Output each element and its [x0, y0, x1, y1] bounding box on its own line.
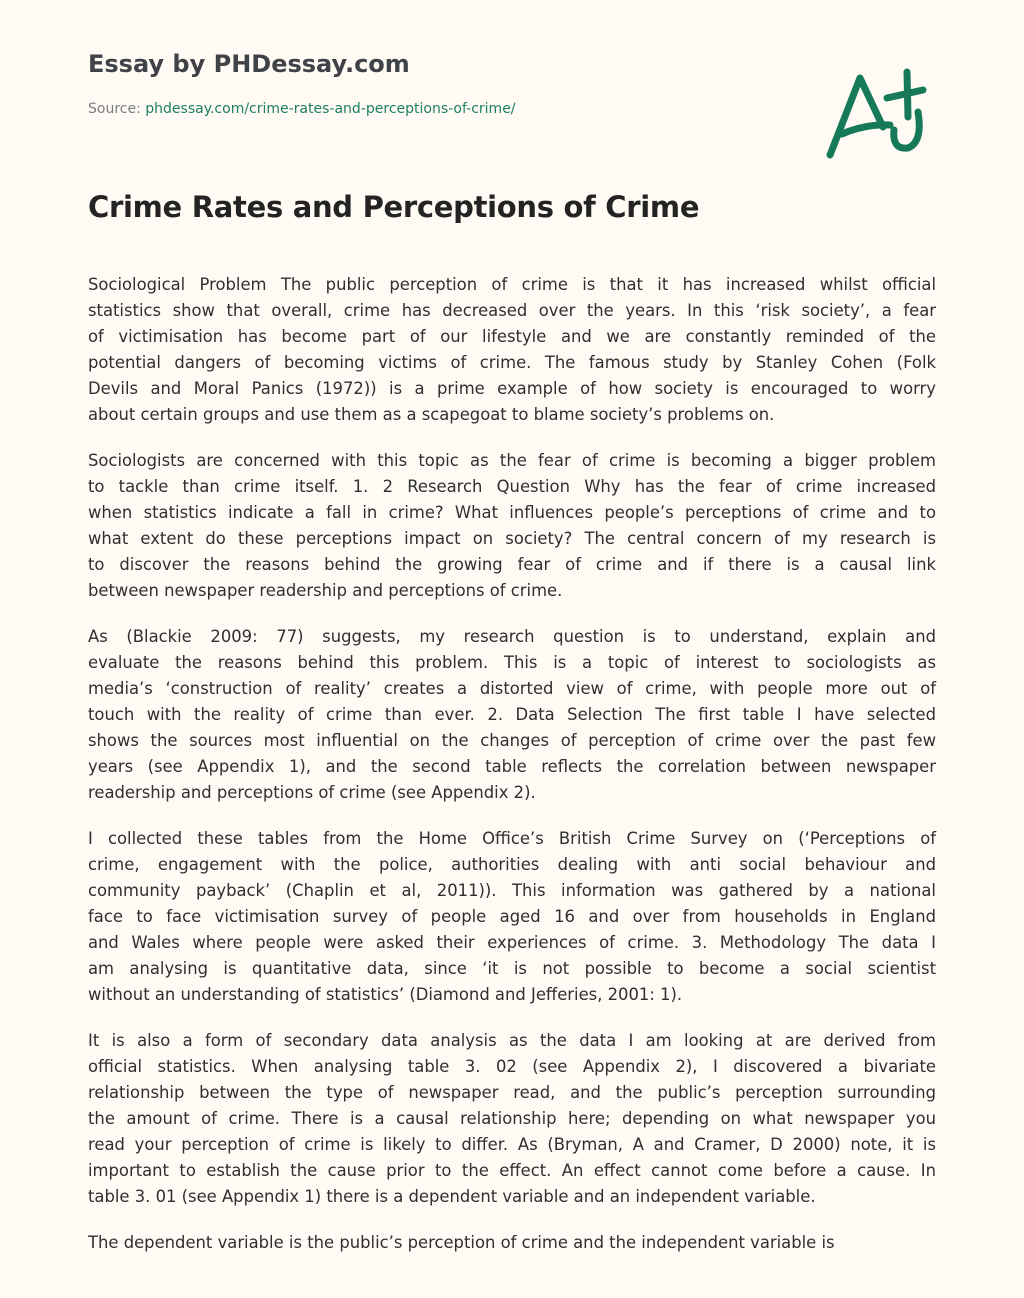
paragraph-line: of victimisation has become part of our lifestyle and we are constantly reminded of the — [88, 327, 936, 346]
paragraph-line: evaluate the reasons behind this problem. This is a topic of interest to sociologists as — [88, 653, 936, 672]
paragraph-line: between newspaper readership and perceptions of crime. — [88, 581, 563, 600]
paragraph-line: to discover the reasons behind the growing fear of crime and if there is a causal link — [88, 555, 936, 574]
paragraph-line: official statistics. When analysing table 3. 02 (see Appendix 2), I discovered a bivariate — [88, 1057, 936, 1076]
essay-paragraph — [88, 826, 936, 1008]
paragraph-line: what extent do these perceptions impact on society? The central concern of my research is — [88, 529, 936, 548]
paragraph-line: and Wales where people were asked their experiences of crime. 3. Methodology The data I — [88, 933, 936, 952]
paragraph-line: media’s ‘construction of reality’ creates a distorted view of crime, with people more out of — [88, 679, 936, 698]
paragraph-line: without an understanding of statistics’ (Diamond and Jefferies, 2001: 1). — [88, 985, 683, 1004]
paragraph-line: table 3. 01 (see Appendix 1) there is a dependent variable and an independent variable. — [88, 1187, 816, 1206]
paragraph-line: Devils and Moral Panics (1972)) is a prime example of how society is encouraged to worry — [88, 379, 936, 398]
essay-paragraph — [88, 1028, 936, 1210]
paragraph-line: important to establish the cause prior to the effect. An effect cannot come before a cause. In — [88, 1161, 936, 1180]
source-line — [88, 101, 516, 117]
paragraph-line: the amount of crime. There is a causal relationship here; depending on what newspaper you — [88, 1109, 936, 1128]
paragraph-line: read your perception of crime is likely to differ. As (Bryman, A and Cramer, D 2000) note, it is — [88, 1135, 936, 1154]
paragraph-line: about certain groups and use them as a scapegoat to blame society’s problems on. — [88, 405, 775, 424]
paragraph-line: shows the sources most influential on the changes of perception of crime over the past few — [88, 731, 936, 750]
paragraph-line: Sociologists are concerned with this topic as the fear of crime is becoming a bigger problem — [88, 451, 936, 470]
paragraph-line: I collected these tables from the Home Office’s British Crime Survey on (‘Perceptions of — [88, 829, 936, 848]
essay-paragraph — [88, 1230, 936, 1256]
paragraph-line: Sociological Problem The public perception of crime is that it has increased whilst official — [88, 275, 936, 294]
essay-paragraph — [88, 272, 936, 428]
paragraph-line: touch with the reality of crime than ever. 2. Data Selection The first table I have selected — [88, 705, 936, 724]
paragraph-line: years (see Appendix 1), and the second table reflects the correlation between newspaper — [88, 757, 936, 776]
paragraph-line: face to face victimisation survey of people aged 16 and over from households in England — [88, 907, 936, 926]
paragraph-line: readership and perceptions of crime (see Appendix 2). — [88, 783, 536, 802]
source-link[interactable]: phdessay.com/crime-rates-and-perceptions-of-crime/ — [145, 101, 516, 117]
a-plus-logo-icon — [820, 60, 940, 170]
paragraph-line: statistics show that overall, crime has decreased over the years. In this ‘risk society’, a fear — [88, 301, 936, 320]
paragraph-line: when statistics indicate a fall in crime? What influences people’s perceptions of crime and to — [88, 503, 936, 522]
paragraph-line: am analysing is quantitative data, since ‘it is not possible to become a social scientist — [88, 959, 936, 978]
page-title: Crime Rates and Perceptions of Crime — [88, 190, 700, 224]
site-brand: Essay by PHDessay.com — [88, 50, 410, 78]
essay-paragraph — [88, 448, 936, 604]
paragraph-line: crime, engagement with the police, authorities dealing with anti social behaviour and — [88, 855, 936, 874]
paragraph-line: As (Blackie 2009: 77) suggests, my research question is to understand, explain and — [88, 627, 936, 646]
essay-paragraph — [88, 624, 936, 806]
paragraph-line: to tackle than crime itself. 1. 2 Research Question Why has the fear of crime increased — [88, 477, 936, 496]
paragraph-line: community payback’ (Chaplin et al, 2011)). This information was gathered by a national — [88, 881, 936, 900]
paragraph-line: It is also a form of secondary data analysis as the data I am looking at are derived from — [88, 1031, 936, 1050]
paragraph-line: relationship between the type of newspaper read, and the public’s perception surrounding — [88, 1083, 936, 1102]
paragraph-line: The dependent variable is the public’s perception of crime and the independent variable is — [88, 1233, 835, 1252]
paragraph-line: potential dangers of becoming victims of crime. The famous study by Stanley Cohen (Folk — [88, 353, 936, 372]
essay-body — [88, 272, 936, 1276]
source-label: Source: — [88, 101, 146, 117]
